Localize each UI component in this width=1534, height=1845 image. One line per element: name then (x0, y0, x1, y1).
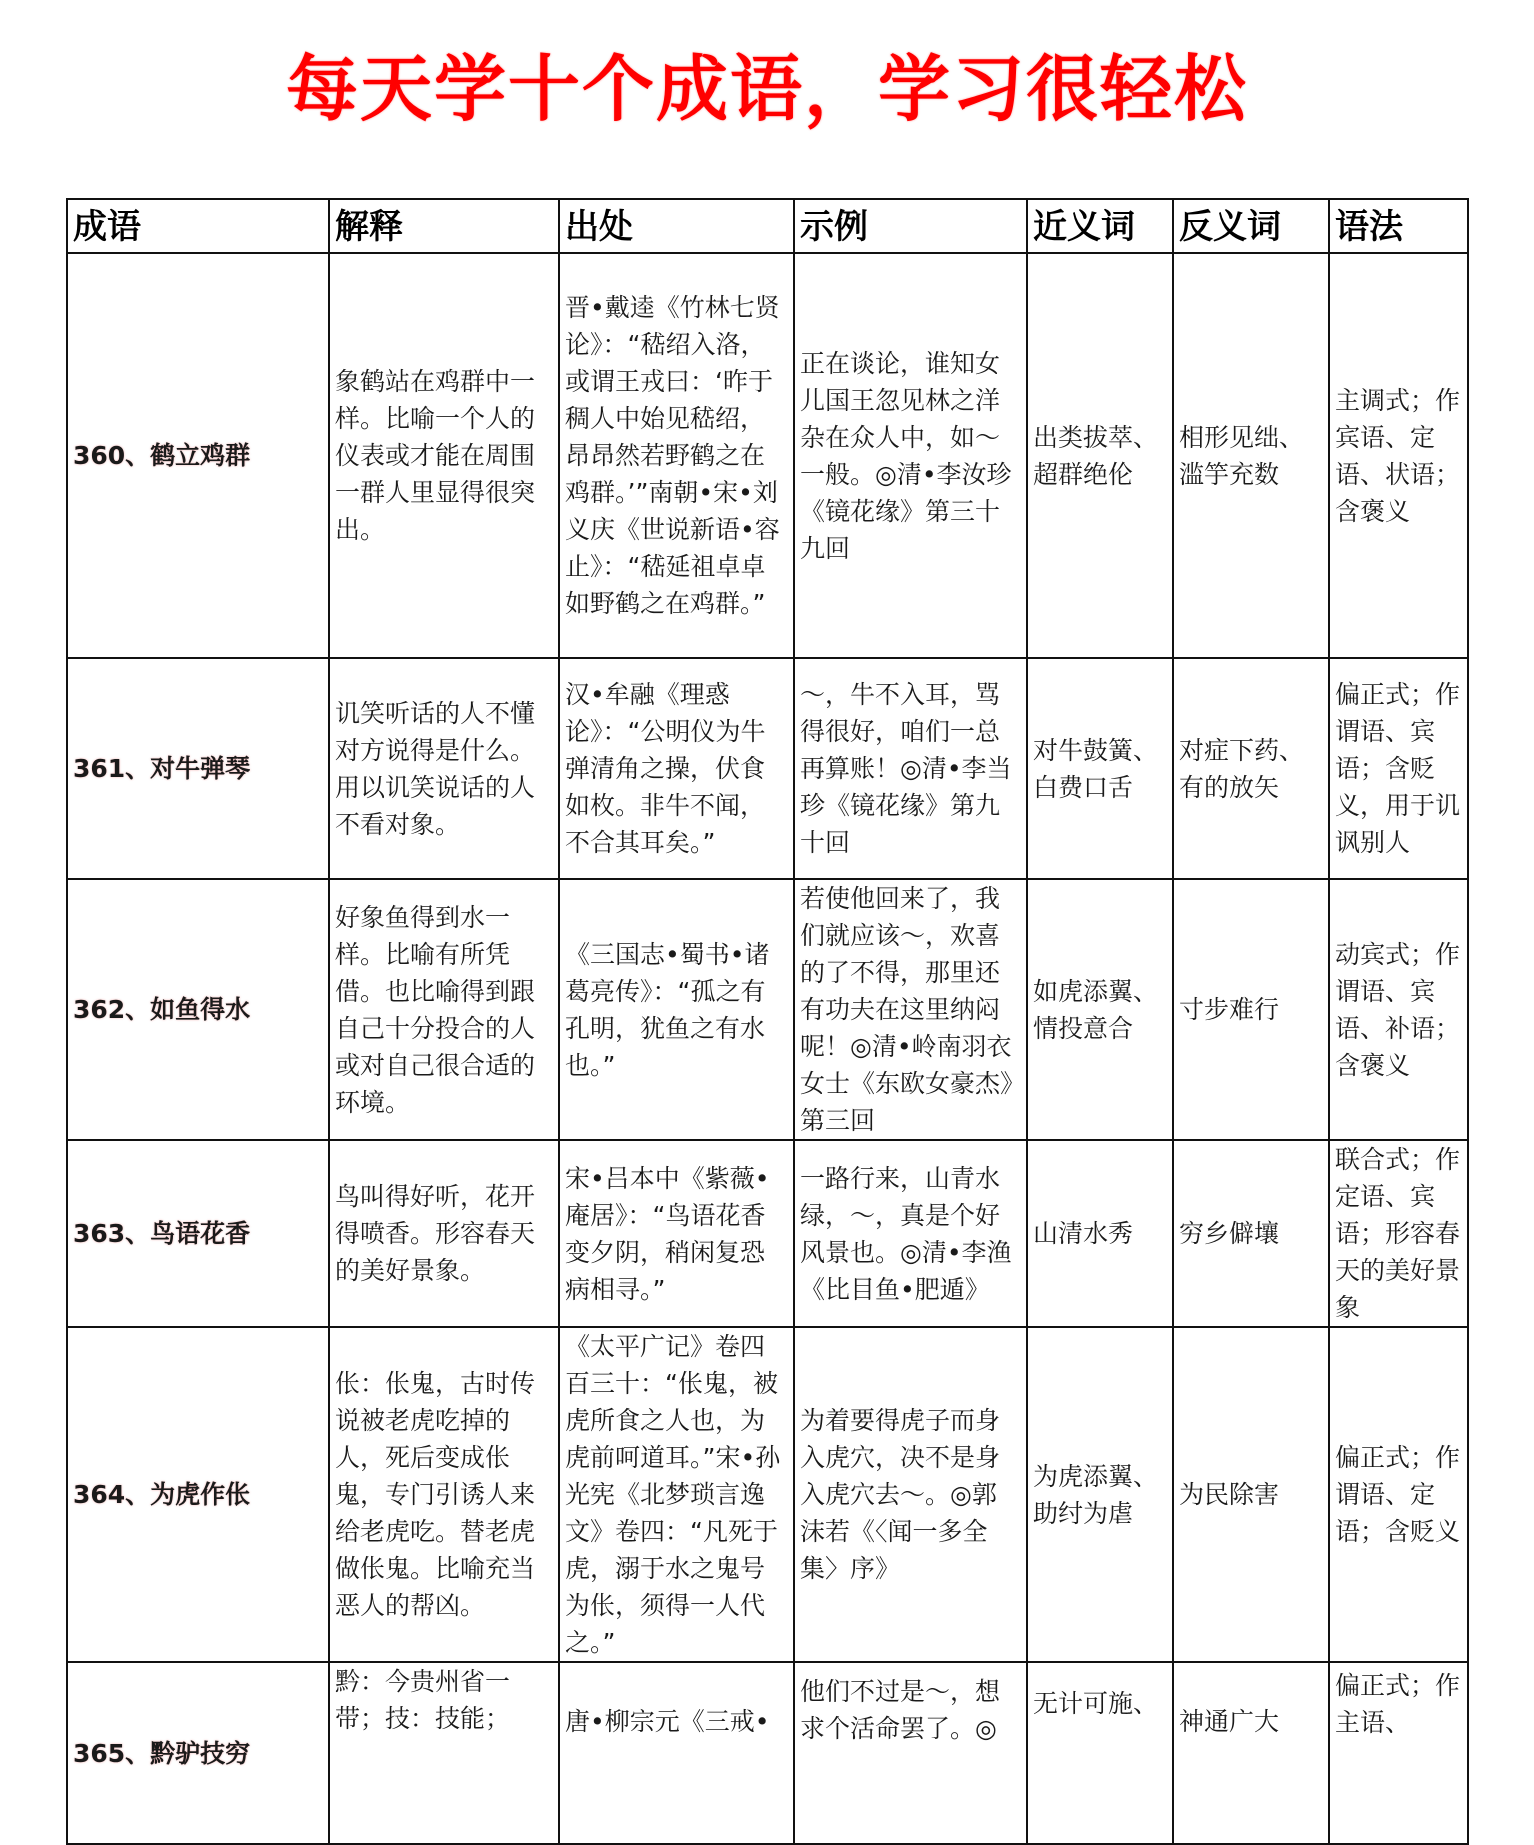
idiom-name: 360、鹤立鸡群 (67, 253, 329, 658)
example-cell: ～，牛不入耳，骂得很好，咱们一总再算账！◎清•李当珍《镜花缘》第九十回 (794, 658, 1027, 879)
header-grammar: 语法 (1329, 199, 1468, 253)
antonyms-cell: 寸步难行 (1173, 879, 1329, 1140)
table-row (67, 1327, 1468, 1662)
idiom-name: 364、为虎作伥 (67, 1327, 329, 1662)
antonyms-cell: 对症下药、有的放矢 (1173, 658, 1329, 879)
antonyms-cell: 相形见绌、滥竽充数 (1173, 253, 1329, 658)
grammar-cell: 偏正式；作谓语、定语；含贬义 (1329, 1327, 1468, 1662)
explanation-cell: 黔：今贵州省一带；技：技能； (329, 1662, 559, 1844)
table-row (67, 879, 1468, 1140)
idiom-name: 362、如鱼得水 (67, 879, 329, 1140)
antonyms-cell: 穷乡僻壤 (1173, 1140, 1329, 1327)
table-row (67, 658, 1468, 879)
example-cell: 正在谈论，谁知女儿国王忽见林之洋杂在众人中，如～一般。◎清•李汝珍《镜花缘》第三十九回 (794, 253, 1027, 658)
synonyms-cell: 山清水秀 (1027, 1140, 1173, 1327)
antonyms-cell: 神通广大 (1173, 1662, 1329, 1844)
example-cell: 为着要得虎子而身入虎穴，决不是身入虎穴去～。◎郭沫若《〈闻一多全集〉序》 (794, 1327, 1027, 1662)
header-idiom: 成语 (67, 199, 329, 253)
header-example: 示例 (794, 199, 1027, 253)
example-cell: 一路行来，山青水绿，～，真是个好风景也。◎清•李渔《比目鱼•肥遁》 (794, 1140, 1027, 1327)
idiom-name: 363、鸟语花香 (67, 1140, 329, 1327)
table-row (67, 1662, 1468, 1844)
header-antonyms: 反义词 (1173, 199, 1329, 253)
table-header-row (67, 199, 1468, 253)
grammar-cell: 偏正式；作谓语、宾语；含贬义，用于讥讽别人 (1329, 658, 1468, 879)
explanation-cell: 讥笑听话的人不懂对方说得是什么。用以讥笑说话的人不看对象。 (329, 658, 559, 879)
idiom-name: 361、对牛弹琴 (67, 658, 329, 879)
explanation-cell: 好象鱼得到水一样。比喻有所凭借。也比喻得到跟自己十分投合的人或对自己很合适的环境。 (329, 879, 559, 1140)
example-cell: 他们不过是～，想求个活命罢了。◎ (794, 1662, 1027, 1844)
header-source: 出处 (559, 199, 794, 253)
synonyms-cell: 如虎添翼、情投意合 (1027, 879, 1173, 1140)
synonyms-cell: 出类拔萃、超群绝伦 (1027, 253, 1173, 658)
synonyms-cell: 为虎添翼、助纣为虐 (1027, 1327, 1173, 1662)
idiom-name: 365、黔驴技穷 (67, 1662, 329, 1844)
explanation-cell: 象鹤站在鸡群中一样。比喻一个人的仪表或才能在周围一群人里显得很突出。 (329, 253, 559, 658)
page-title: 每天学十个成语，学习很轻松 (285, 47, 1248, 131)
grammar-cell: 动宾式；作谓语、宾语、补语；含褒义 (1329, 879, 1468, 1140)
grammar-cell: 联合式；作定语、宾语；形容春天的美好景象 (1329, 1140, 1468, 1327)
idiom-table (66, 198, 1469, 1845)
source-cell: 《三国志•蜀书•诸葛亮传》：“孤之有孔明，犹鱼之有水也。” (559, 879, 794, 1140)
grammar-cell: 偏正式；作主语、 (1329, 1662, 1468, 1844)
example-cell: 若使他回来了，我们就应该～，欢喜的了不得，那里还有功夫在这里纳闷呢！◎清•岭南羽衣女士《东欧女豪杰》第三回 (794, 879, 1027, 1140)
source-cell: 汉•牟融《理惑论》：“公明仪为牛弹清角之操，伏食如枚。非牛不闻，不合其耳矣。” (559, 658, 794, 879)
source-cell: 晋•戴逵《竹林七贤论》：“嵇绍入洛，或谓王戎曰：‘昨于稠人中始见嵇绍，昂昂然若野鹤之在鸡群。’”南朝•宋•刘义庆《世说新语•容止》：“嵇延祖卓卓如野鹤之在鸡群。” (559, 253, 794, 658)
explanation-cell: 鸟叫得好听，花开得喷香。形容春天的美好景象。 (329, 1140, 559, 1327)
header-synonyms: 近义词 (1027, 199, 1173, 253)
source-cell: 唐•柳宗元《三戒• (559, 1662, 794, 1844)
synonyms-cell: 无计可施、 (1027, 1662, 1173, 1844)
explanation-cell: 伥：伥鬼，古时传说被老虎吃掉的人，死后变成伥鬼，专门引诱人来给老虎吃。替老虎做伥鬼。比喻充当恶人的帮凶。 (329, 1327, 559, 1662)
source-cell: 《太平广记》卷四百三十：“伥鬼，被虎所食之人也，为虎前呵道耳。”宋•孙光宪《北梦琐言逸文》卷四：“凡死于虎，溺于水之鬼号为伥，须得一人代之。” (559, 1327, 794, 1662)
grammar-cell: 主调式；作宾语、定语、状语；含褒义 (1329, 253, 1468, 658)
source-cell: 宋•吕本中《紫薇•庵居》：“鸟语花香变夕阴，稍闲复恐病相寻。” (559, 1140, 794, 1327)
table-row (67, 253, 1468, 658)
header-explanation: 解释 (329, 199, 559, 253)
synonyms-cell: 对牛鼓簧、白费口舌 (1027, 658, 1173, 879)
antonyms-cell: 为民除害 (1173, 1327, 1329, 1662)
table-row (67, 1140, 1468, 1327)
